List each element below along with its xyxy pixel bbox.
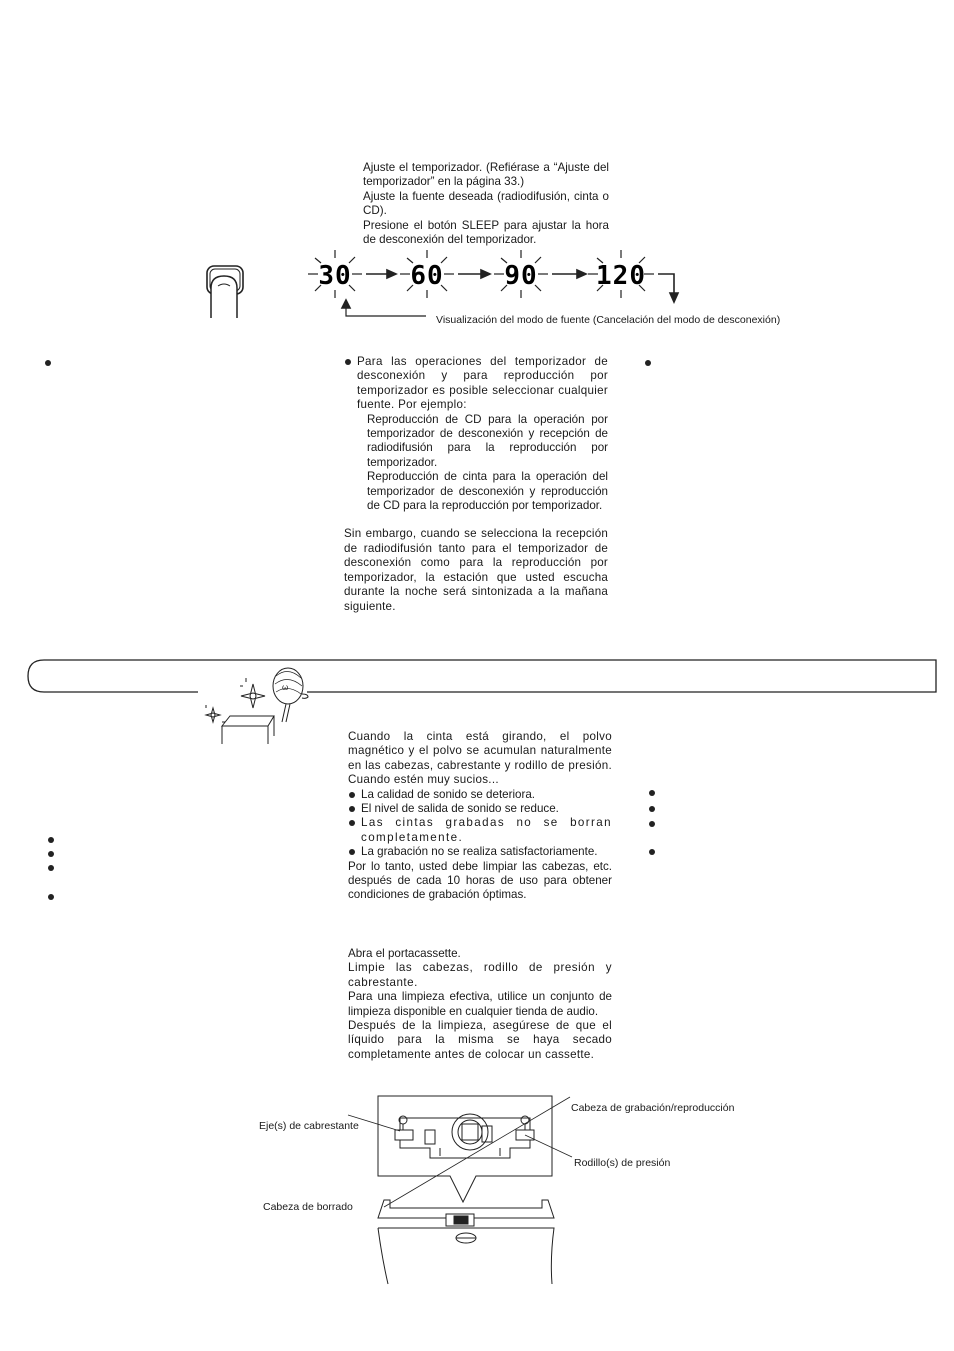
label-capstan: Eje(s) de cabrestante (259, 1120, 359, 1132)
timer-note (344, 355, 608, 614)
svg-text:ω: ω (282, 683, 289, 692)
cleaning-step-1: Abra el portacassette. (348, 947, 461, 960)
label-record-head: Cabeza de grabación/reproducción (571, 1102, 735, 1114)
care-effect-1: La calidad de sonido se deteriora. (348, 788, 612, 802)
bullet-marker (649, 806, 655, 812)
label-pinch-roller: Rodillo(s) de presión (574, 1157, 671, 1169)
timer-steps (363, 161, 609, 247)
sleep-sequence-diagram (300, 246, 690, 324)
care-effect-2: El nivel de salida de sonido se reduce. (348, 802, 612, 816)
finger-press-icon (200, 262, 250, 320)
sequence-caption: Visualización del modo de fuente (Cancelación del modo de desconexión) (436, 314, 781, 326)
bullet-marker (649, 790, 655, 796)
bullet-marker (48, 837, 54, 843)
bullet-marker (48, 894, 54, 900)
bullet-marker (48, 865, 54, 871)
sleep-value-30: 30 (318, 261, 352, 291)
sleep-value-120: 120 (596, 261, 646, 291)
timer-note-intro: Para las operaciones del temporizador de desconexión y para reproducción por temporizador es posible seleccionar cualquier fuente. Por ejemplo: (344, 355, 608, 413)
bullet-marker (45, 360, 51, 366)
sleep-value-60: 60 (410, 261, 444, 291)
timer-step-3: Presione el botón SLEEP para ajustar la hora de desconexión del temporizador. (363, 218, 609, 247)
bullet-marker (48, 851, 54, 857)
bullet-marker (649, 849, 655, 855)
diagram-leader-lines (340, 1095, 580, 1215)
cleaning-steps (348, 947, 612, 1062)
cleaning-step-3: Después de la limpieza, asegúrese de que el líquido para la misma se haya secado completamente antes de colocar un cassette. (348, 1019, 612, 1061)
timer-note-paragraph: Sin embargo, cuando se selecciona la recepción de radiodifusión tanto para el temporizador de desconexión como para la reproducción por temporizador, la estación que usted escucha durante la noche será sintonizada a la mañana siguiente. (344, 527, 608, 613)
label-erase-head: Cabeza de borrado (263, 1201, 353, 1213)
bullet-marker (649, 821, 655, 827)
timer-note-example-1: Reproducción de CD para la operación por temporizador de desconexión y recepción de radiodifusión para la reproducción por temporizador. (367, 412, 608, 469)
care-intro: Cuando la cinta está girando, el polvo magnético y el polvo se acumulan naturalmente en las cabezas, cabrestante y rodillo de presión. Cuando estén muy sucios... (348, 730, 612, 787)
cleaning-step-2-note: Para una limpieza efectiva, utilice un conjunto de limpieza disponible en cualquier tienda de audio. (348, 990, 612, 1018)
section-header-bar (27, 659, 938, 693)
timer-step-1: Ajuste el temporizador. (Refiérase a “Ajuste del temporizador” en la página 33.) (363, 161, 609, 189)
bullet-marker (645, 360, 651, 366)
care-intro-block (348, 730, 612, 903)
sleep-value-90: 90 (504, 261, 538, 291)
cleaning-illustration (198, 664, 313, 744)
timer-step-2: Ajuste la fuente deseada (radiodifusión, cinta o CD). (363, 189, 609, 218)
care-conclusion: Por lo tanto, usted debe limpiar las cabezas, etc. después de cada 10 horas de uso para obtener condiciones de grabación óptimas. (348, 859, 612, 902)
cleaning-step-2: Limpie las cabezas, rodillo de presión y cabrestante. (348, 961, 612, 989)
care-effect-4: La grabación no se realiza satisfactoriamente. (348, 845, 612, 859)
care-effect-3: Las cintas grabadas no se borran completamente. (348, 816, 612, 845)
timer-note-example-2: Reproducción de cinta para la operación del temporizador de desconexión y reproducción de CD para la reproducción por temporizador. (367, 470, 608, 513)
